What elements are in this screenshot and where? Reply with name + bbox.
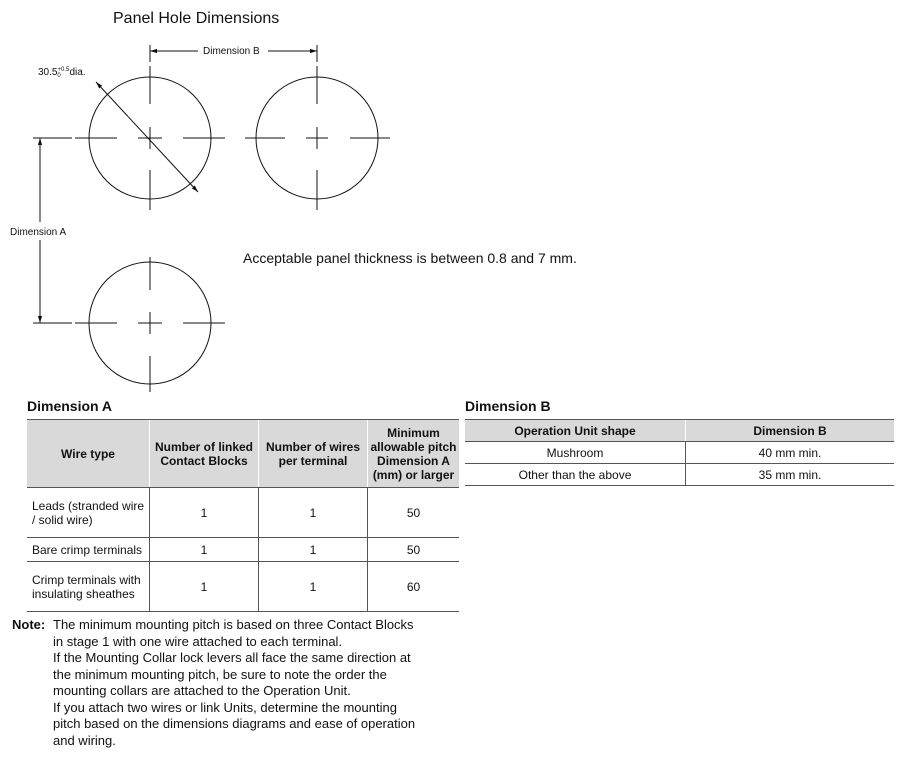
note-body bbox=[53, 617, 462, 749]
dimension-b-label: Dimension B bbox=[203, 46, 260, 57]
header-minimum-pitch: Minimum allowable pitch Dimension A (mm) or larger bbox=[368, 420, 460, 488]
value-cell: 40 mm min. bbox=[686, 442, 895, 464]
panel-thickness-text: Acceptable panel thickness is between 0.8 and 7 mm. bbox=[243, 250, 577, 266]
wires-cell: 1 bbox=[259, 562, 368, 612]
note-line: and wiring. bbox=[53, 732, 116, 748]
note-line: The minimum mounting pitch is based on three Contact Blocks bbox=[53, 617, 414, 632]
diameter-leader bbox=[96, 82, 198, 192]
table-row bbox=[465, 442, 894, 464]
header-wire-type: Wire type bbox=[27, 420, 150, 488]
pitch-cell: 50 bbox=[368, 488, 460, 538]
value-cell: 35 mm min. bbox=[686, 464, 895, 486]
wire-type-cell: Leads (stranded wire / solid wire) bbox=[27, 488, 150, 538]
linked-cell: 1 bbox=[150, 562, 259, 612]
page-title: Panel Hole Dimensions bbox=[113, 10, 280, 27]
linked-cell: 1 bbox=[150, 538, 259, 562]
note-line: mounting collars are attached to the Operation Unit. bbox=[53, 683, 351, 698]
table-row bbox=[465, 464, 894, 486]
linked-cell: 1 bbox=[150, 488, 259, 538]
header-operation-unit-shape: Operation Unit shape bbox=[465, 420, 686, 442]
diameter-label: $30.5^{+0.5}$ 0 dia. bbox=[38, 67, 86, 79]
table-row bbox=[27, 538, 459, 562]
dimension-b-table bbox=[465, 419, 894, 486]
note-line: in stage 1 with one wire attached to each terminal. bbox=[53, 633, 343, 649]
panel-hole-bottom bbox=[75, 257, 225, 392]
header-linked-contact-blocks: Number of linked Contact Blocks bbox=[150, 420, 259, 488]
header-wires-per-terminal: Number of wires per terminal bbox=[259, 420, 368, 488]
pitch-cell: 60 bbox=[368, 562, 460, 612]
panel-hole-top-left bbox=[75, 66, 225, 210]
wires-cell: 1 bbox=[259, 538, 368, 562]
wire-type-cell: Crimp terminals with insulating sheathes bbox=[27, 562, 150, 612]
shape-cell: Mushroom bbox=[465, 442, 686, 464]
dimension-a-label: Dimension A bbox=[10, 227, 67, 238]
panel-hole-top-right bbox=[245, 66, 390, 210]
note-line: the minimum mounting pitch, be sure to note the order the bbox=[53, 666, 387, 682]
note-line: pitch based on the dimensions diagrams and ease of operation bbox=[53, 716, 416, 731]
wire-type-cell: Bare crimp terminals bbox=[27, 538, 150, 562]
note-label: Note: bbox=[12, 617, 46, 632]
dimension-a-heading: Dimension A bbox=[27, 398, 113, 414]
table-row bbox=[27, 562, 459, 612]
note-line: If you attach two wires or link Units, determine the mounting bbox=[53, 699, 397, 715]
wires-cell: 1 bbox=[259, 488, 368, 538]
pitch-cell: 50 bbox=[368, 538, 460, 562]
table-row bbox=[27, 488, 459, 538]
header-dimension-b: Dimension B bbox=[686, 420, 895, 442]
note-line: If the Mounting Collar lock levers all face the same direction at bbox=[53, 650, 411, 665]
dimension-a-table bbox=[27, 419, 459, 612]
shape-cell: Other than the above bbox=[465, 464, 686, 486]
dimension-b-heading: Dimension B bbox=[465, 398, 551, 414]
note-block bbox=[12, 617, 462, 749]
